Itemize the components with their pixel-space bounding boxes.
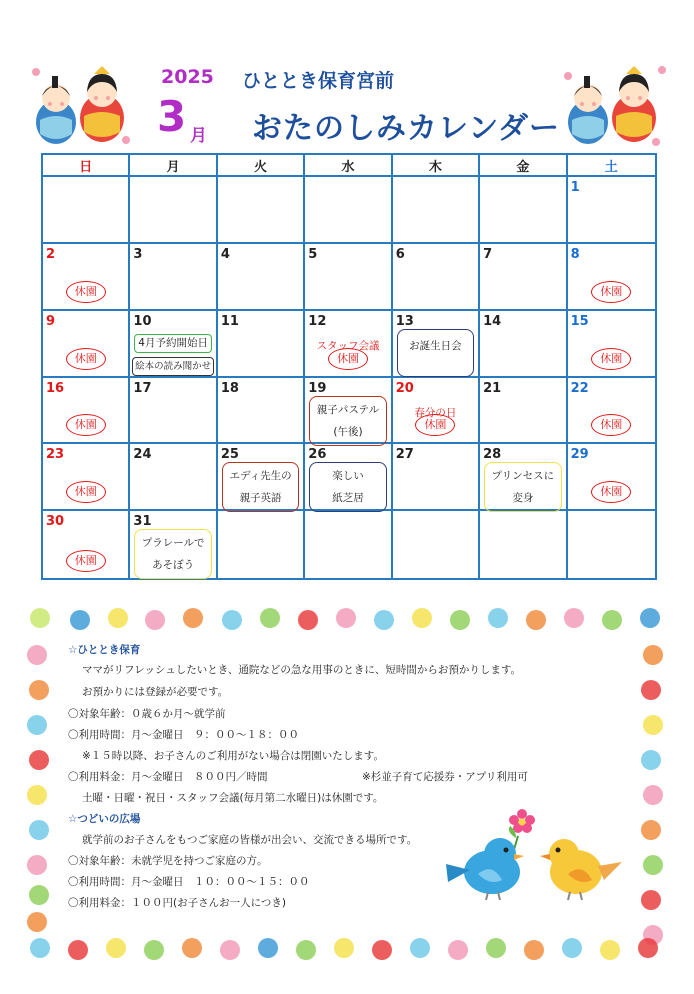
decor-dot — [296, 940, 316, 960]
hiroba-fee: 〇利用料金：１００円(お子さんお一人につき) — [68, 897, 286, 909]
hiroba-title: ☆つどいの広場 — [68, 813, 141, 825]
day-number: 28 — [483, 447, 502, 463]
day-number: 26 — [308, 447, 327, 463]
decor-dot — [30, 608, 50, 628]
calendar-day-9 — [43, 311, 130, 378]
decor-dot — [643, 785, 663, 805]
event-label: あそぼう — [152, 559, 195, 572]
center-name: ひととき保育宮前 — [242, 70, 395, 92]
day-number: 5 — [308, 246, 318, 262]
calendar-day-27 — [393, 444, 480, 511]
calendar-day-19 — [305, 378, 392, 445]
event-pastel — [309, 396, 386, 446]
day-number: 23 — [46, 447, 65, 463]
decor-dot — [372, 940, 392, 960]
calendar-cell-empty — [480, 511, 567, 578]
weekday-thu: 木 — [393, 155, 480, 177]
hiroba-target: 〇対象年齢：未就学児を持つご家庭の方。 — [68, 855, 268, 867]
hitotoki-note: ※１５時以降、お子さんのご利用がない場合は閉園いたします。 — [82, 750, 384, 762]
decor-dot — [29, 680, 49, 700]
calendar-day-17 — [130, 378, 217, 445]
event-label: プラレールで — [141, 537, 205, 550]
decor-dot — [258, 938, 278, 958]
day-number: 10 — [133, 313, 152, 329]
calendar-day-8 — [568, 244, 655, 311]
calendar-day-24 — [130, 444, 217, 511]
closed-mark: 休園 — [66, 414, 106, 436]
decor-dot — [27, 785, 47, 805]
decor-dot — [600, 940, 620, 960]
event-kamishibai — [309, 462, 386, 512]
calendar-cell-empty — [130, 177, 217, 244]
decor-dot — [183, 608, 203, 628]
calendar-day-5 — [305, 244, 392, 311]
decor-dot — [68, 940, 88, 960]
calendar-cell-empty — [393, 177, 480, 244]
event-label: 4月予約開始日 — [138, 336, 208, 349]
closed-mark: 休園 — [591, 481, 631, 503]
decor-dot — [145, 610, 165, 630]
calendar-day-14 — [480, 311, 567, 378]
day-number: 20 — [395, 380, 414, 396]
birds-with-flower-illustration — [436, 800, 628, 904]
hitotoki-hours: 〇利用時間：月～金曜日 ９：００～１８：００ — [68, 729, 299, 741]
day-number: 25 — [220, 447, 239, 463]
calendar-day-21 — [480, 378, 567, 445]
decor-dot — [334, 938, 354, 958]
decor-dot — [643, 855, 663, 875]
hitotoki-line2: お預かりには登録が必要です。 — [82, 686, 229, 698]
decor-dot — [29, 885, 49, 905]
calendar-day-7 — [480, 244, 567, 311]
decor-dot — [182, 938, 202, 958]
calendar-cell-empty — [568, 511, 655, 578]
closed-mark: 休園 — [591, 414, 631, 436]
decor-dot — [220, 940, 240, 960]
decor-dot — [448, 940, 468, 960]
event-label: 親子英語 — [239, 492, 282, 505]
day-number: 12 — [308, 313, 327, 329]
day-number: 2 — [46, 246, 56, 262]
closed-mark: 休園 — [66, 481, 106, 503]
calendar-day-22 — [568, 378, 655, 445]
decor-dot — [641, 820, 661, 840]
decor-dot — [564, 608, 584, 628]
hitotoki-coupon: ※杉並子育て応援券・アプリ利用可 — [362, 771, 528, 783]
event-label: プリンセスに — [491, 470, 555, 483]
calendar-day-15 — [568, 311, 655, 378]
day-number: 31 — [133, 514, 152, 530]
weekday-wed: 水 — [305, 155, 392, 177]
day-number: 15 — [570, 313, 589, 329]
page-title: おたのしみカレンダー — [252, 111, 561, 146]
decor-dot — [27, 645, 47, 665]
calendar-day-1 — [568, 177, 655, 244]
day-number: 27 — [395, 447, 414, 463]
decor-dot — [30, 938, 50, 958]
closed-mark: 休園 — [66, 348, 106, 370]
event-princess — [484, 462, 561, 512]
hitotoki-age: 〇対象年齢：０歳６か月～就学前 — [68, 708, 226, 720]
day-number: 21 — [483, 380, 502, 396]
closed-mark: 休園 — [591, 281, 631, 303]
day-number: 4 — [220, 246, 230, 262]
weekday-fri: 金 — [480, 155, 567, 177]
calendar-cell-empty — [305, 511, 392, 578]
decor-dot — [526, 610, 546, 630]
day-number: 8 — [570, 246, 580, 262]
decor-dot — [108, 608, 128, 628]
decor-dot — [27, 912, 47, 932]
hitotoki-line1: ママがリフレッシュしたいとき、通院などの急な用事のときに、短時間からお預かりします。 — [82, 664, 522, 676]
calendar-day-12 — [305, 311, 392, 378]
month-number: 3 — [157, 92, 187, 141]
decor-dot — [298, 610, 318, 630]
weekday-tue: 火 — [218, 155, 305, 177]
event-label: 楽しい — [332, 470, 364, 483]
hina-dolls-left-illustration — [26, 62, 138, 150]
decor-dot — [106, 938, 126, 958]
event-eddie-english — [222, 462, 299, 512]
calendar-day-18 — [218, 378, 305, 445]
weekday-mon: 月 — [130, 155, 217, 177]
calendar-day-20 — [393, 378, 480, 445]
calendar-cell-empty — [43, 177, 130, 244]
decor-dot — [144, 940, 164, 960]
decor-dot — [450, 610, 470, 630]
year: 2025 — [161, 66, 214, 88]
hina-dolls-right-illustration — [558, 62, 670, 150]
day-number: 29 — [570, 447, 589, 463]
calendar-day-3 — [130, 244, 217, 311]
calendar-cell-empty — [305, 177, 392, 244]
decor-dot — [410, 938, 430, 958]
hitotoki-closed: 土曜・日曜・祝日・スタッフ会議(毎月第二水曜日)は休園です。 — [82, 792, 384, 804]
decor-dot — [641, 680, 661, 700]
event-label: お誕生日会 — [409, 339, 462, 352]
event-label: エディ先生の — [229, 470, 292, 483]
day-number: 9 — [46, 313, 56, 329]
decor-dot — [29, 820, 49, 840]
day-number: 17 — [133, 380, 152, 396]
decor-dot — [222, 610, 242, 630]
hiroba-line1: 就学前のお子さんをもつご家庭の皆様が出会い、交流できる場所です。 — [82, 834, 418, 846]
decor-dot — [640, 608, 660, 628]
calendar-day-30 — [43, 511, 130, 578]
decor-dot — [562, 938, 582, 958]
day-number: 16 — [46, 380, 65, 396]
hitotoki-fee: 〇利用料金：月～金曜日 ８００円／時間 — [68, 771, 268, 783]
hitotoki-title: ☆ひととき保育 — [68, 644, 141, 656]
day-number: 14 — [483, 313, 502, 329]
day-number: 7 — [483, 246, 493, 262]
calendar-day-2 — [43, 244, 130, 311]
day-number: 13 — [395, 313, 414, 329]
event-label: 親子パステル — [316, 403, 380, 416]
weekday-sat: 土 — [568, 155, 655, 177]
day-number: 24 — [133, 447, 152, 463]
hiroba-hours: 〇利用時間：月～金曜日 １０：００～１５：００ — [68, 876, 310, 888]
calendar-day-13 — [393, 311, 480, 378]
calendar-day-4 — [218, 244, 305, 311]
decor-dot — [643, 715, 663, 735]
decor-dot — [641, 890, 661, 910]
calendar-grid — [41, 153, 657, 580]
event-picture-book — [132, 357, 213, 376]
closed-mark: 休園 — [415, 414, 455, 436]
day-number: 30 — [46, 514, 65, 530]
closed-mark: 休園 — [328, 348, 368, 370]
calendar-day-28 — [480, 444, 567, 511]
event-label: 変身 — [512, 492, 534, 505]
calendar-day-11 — [218, 311, 305, 378]
calendar-day-16 — [43, 378, 130, 445]
closed-mark: 休園 — [66, 550, 106, 572]
decor-dot — [336, 608, 356, 628]
calendar-cell-empty — [480, 177, 567, 244]
decor-dot — [488, 608, 508, 628]
event-staff-meeting: スタッフ会議 — [316, 339, 380, 352]
decor-dot — [486, 938, 506, 958]
calendar-day-23 — [43, 444, 130, 511]
calendar-day-10 — [130, 311, 217, 378]
day-number: 6 — [395, 246, 405, 262]
decor-dot — [638, 938, 658, 958]
decor-dot — [643, 645, 663, 665]
calendar-cell-empty — [218, 177, 305, 244]
closed-mark: 休園 — [66, 281, 106, 303]
decor-dot — [70, 610, 90, 630]
event-birthday — [397, 329, 474, 377]
calendar-day-6 — [393, 244, 480, 311]
decor-dot — [27, 715, 47, 735]
decor-dot — [524, 940, 544, 960]
event-plarail — [134, 529, 211, 579]
decor-dot — [260, 608, 280, 628]
decor-dot — [641, 750, 661, 770]
decor-dot — [374, 610, 394, 630]
decor-dot — [412, 608, 432, 628]
event-label: 絵本の読み聞かせ — [135, 360, 212, 372]
decor-dot — [29, 750, 49, 770]
decor-dot — [602, 610, 622, 630]
day-number: 22 — [570, 380, 589, 396]
closed-mark: 休園 — [591, 348, 631, 370]
calendar-cell-empty — [393, 511, 480, 578]
day-number: 19 — [308, 380, 327, 396]
holiday-equinox: 春分の日 — [414, 406, 457, 419]
month-suffix: 月 — [190, 126, 207, 146]
event-label: (午後) — [333, 425, 363, 438]
calendar-day-26 — [305, 444, 392, 511]
event-label: 紙芝居 — [332, 492, 364, 505]
calendar-day-31 — [130, 511, 217, 578]
day-number: 18 — [220, 380, 239, 396]
calendar-cell-empty — [218, 511, 305, 578]
event-reservation-start — [134, 334, 211, 353]
decor-dot — [643, 925, 663, 945]
weekday-sun: 日 — [43, 155, 130, 177]
decor-dot — [27, 855, 47, 875]
calendar-day-25 — [218, 444, 305, 511]
calendar-day-29 — [568, 444, 655, 511]
day-number: 3 — [133, 246, 143, 262]
day-number: 11 — [220, 313, 239, 329]
day-number: 1 — [570, 180, 580, 195]
